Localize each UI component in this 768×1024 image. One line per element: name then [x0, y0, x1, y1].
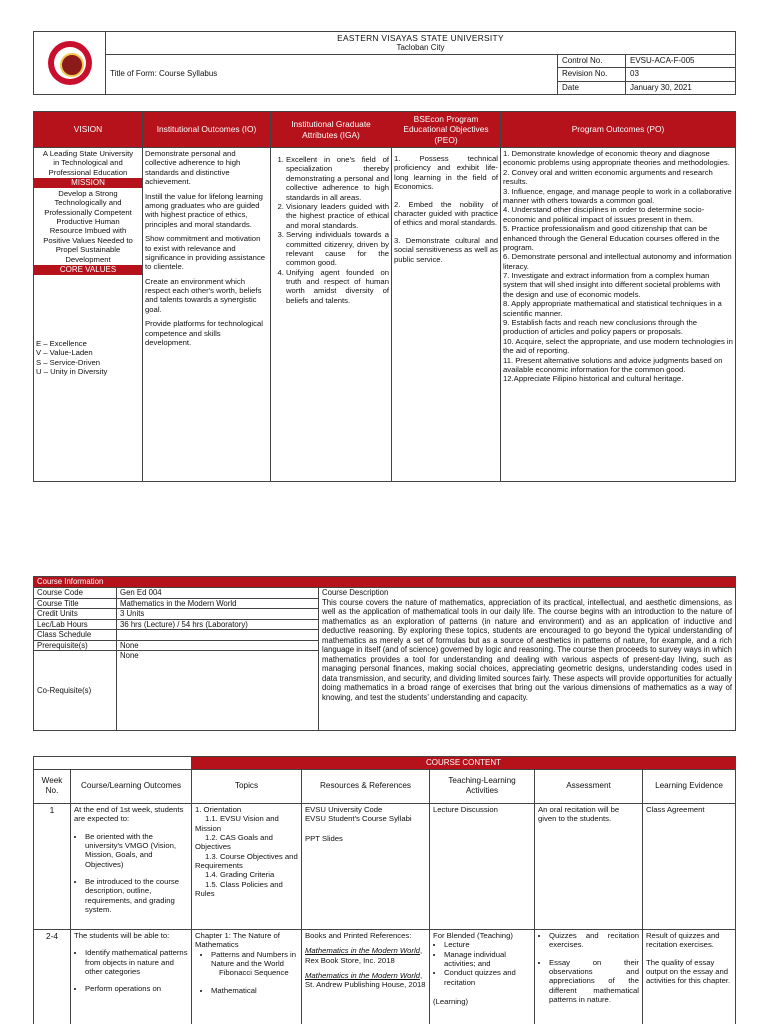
course-title-value: Mathematics in the Modern World	[117, 598, 319, 609]
table-row	[34, 929, 736, 1024]
activity-intro: For Blended (Teaching)	[433, 930, 513, 940]
mission-label: MISSION	[34, 178, 142, 188]
topic-item: • Patterns and Numbers in Nature and the World	[211, 950, 298, 969]
mission-text: Develop a Strong Technologically and Professionally Competent Productive Human Resource Imbued with Positive Values Needed to Propel Sustainable Development	[43, 188, 133, 264]
evidence-item: The quality of essay output on the essay and activities for this chapter.	[646, 957, 731, 986]
book-publisher: , Rex Book Store, Inc. 2018	[305, 946, 423, 965]
io-item: Demonstrate personal and collective adherence to high standards and distinctive achievement.	[145, 149, 241, 187]
core-value: V – Value-Laden	[36, 348, 93, 358]
peo-header: BSEcon Program Educational Objectives (PEO)	[392, 112, 501, 148]
iga-item: 1. Excellent in one's field of specialization thereby demonstrating a personal and collective adherence to high standards in all areas.	[286, 155, 389, 202]
assessment-header: Assessment	[535, 769, 643, 803]
vmgo-table	[33, 111, 736, 482]
assessment-item: • Quizzes and recitation exercises.	[549, 931, 639, 950]
outcomes-cell	[71, 929, 192, 1024]
evidence-item: Result of quizzes and recitation exercises.	[646, 930, 720, 950]
control-no-label: Control No.	[558, 54, 626, 67]
outcome-intro: At the end of 1st week, students are expected to:	[74, 804, 184, 824]
po-item: 8. Apply appropriate mathematical and statistical techniques in a scientific manner.	[503, 299, 722, 318]
iga-header: Institutional Graduate Attributes (IGA)	[271, 112, 392, 148]
activity-learning: (Learning)	[433, 997, 469, 1007]
resources-cell	[302, 803, 430, 929]
topic-item: 1.1. EVSU Vision and Mission	[195, 814, 279, 833]
iga-item: 2. Visionary leaders guided with the highest practice of ethical and moral standards.	[286, 202, 389, 230]
table-row	[34, 803, 736, 929]
po-item: 3. Influence, engage, and manage people to work in a collaborative manner with others towards a common goal.	[503, 186, 732, 205]
assessment-cell	[535, 929, 643, 1024]
core-value: E – Excellence	[36, 338, 87, 348]
course-description-label: Course Description	[322, 588, 389, 597]
resource-item	[305, 946, 426, 965]
credit-units-label: Credit Units	[34, 609, 117, 620]
resource-intro: Books and Printed References:	[305, 930, 412, 940]
activity-item: • Lecture	[444, 940, 531, 949]
form-title: Title of Form: Course Syllabus	[106, 54, 558, 94]
iga-cell	[271, 148, 392, 482]
course-code-label: Course Code	[34, 588, 117, 599]
resources-header: Resources & References	[302, 769, 430, 803]
po-item: 6. Demonstrate personal and intellectual autonomy and information literacy.	[503, 252, 732, 271]
evidence-cell	[643, 929, 736, 1024]
revision-no-value: 03	[626, 68, 736, 81]
activity-item: • Manage individual activities; and	[444, 950, 531, 969]
iga-item: 3. Serving individuals towards a committed citizenry, driven by relevant cause for the common good.	[286, 230, 389, 268]
course-information-title: Course Information	[34, 577, 736, 588]
topics-header: Topics	[192, 769, 302, 803]
credit-units-value: 3 Units	[117, 609, 319, 620]
resource-item: PPT Slides	[305, 833, 343, 843]
prerequisite-value: None	[117, 640, 319, 651]
resource-item: EVSU University Code	[305, 804, 383, 814]
core-value: S – Service-Driven	[36, 357, 101, 367]
peo-item: 2. Embed the nobility of character guided with practice of ethics and moral standards.	[394, 199, 498, 228]
io-item: Instill the value for lifelong learning among graduates who are guided with highest practice of ethics, principles and moral standards.	[145, 191, 263, 229]
vision-header: VISION	[34, 112, 143, 148]
peo-item: 3. Demonstrate cultural and social sensitiveness as well as public service.	[394, 235, 498, 264]
week-cell: 2-4	[34, 929, 71, 1024]
po-item: 1. Demonstrate knowledge of economic theory and diagnose economic problems using appropriate theories and methodologies.	[503, 149, 730, 168]
po-item: 4. Understand other disciplines in order to determine socio-economic and political impact of issues present in them.	[503, 205, 705, 224]
week-cell: 1	[34, 803, 71, 929]
outcomes-cell	[71, 803, 192, 929]
io-item: Show commitment and motivation to exist with relevance and significance in providing assistance to clientele.	[145, 234, 266, 272]
po-item: 9. Establish facts and reach new conclusions through the production of articles and policy papers or proposals.	[503, 318, 698, 337]
date-value: January 30, 2021	[626, 81, 736, 94]
content-title-spacer	[34, 757, 192, 770]
po-cell	[501, 148, 736, 482]
prerequisite-label: Prerequisite(s)	[34, 640, 117, 651]
university-seal-cell	[34, 32, 106, 95]
activities-header: Teaching-Learning Activities	[430, 769, 535, 803]
topic-item: • Mathematical	[211, 986, 298, 995]
outcome-intro: The students will be able to:	[74, 930, 170, 940]
activities-cell: Lecture Discussion	[430, 803, 535, 929]
topic-item: Fibonacci Sequence	[219, 968, 289, 978]
core-values-list	[36, 339, 140, 377]
vision-cell	[34, 148, 143, 482]
lec-lab-hours-value: 36 hrs (Lecture) / 54 hrs (Laboratory)	[117, 619, 319, 630]
topic-item: 1.2. CAS Goals and Objectives	[195, 832, 273, 852]
activity-item: • Conduct quizzes and recitation	[444, 968, 531, 987]
peo-cell	[392, 148, 501, 482]
topics-cell	[192, 929, 302, 1024]
po-item: 7. Investigate and extract information from a complex human system that will shed insight into different societal problems with the design and use of economic models.	[503, 271, 721, 299]
topic-item: 1.3. Course Objectives and Requirements	[195, 851, 298, 871]
po-item: 5. Practice professionalism and good citizenship that can be enhanced through the General Education courses offered in the program.	[503, 224, 720, 252]
po-header: Program Outcomes (PO)	[501, 112, 736, 148]
assessment-cell: An oral recitation will be given to the students.	[535, 803, 643, 929]
io-item: Provide platforms for technological competence and skills development.	[145, 319, 263, 348]
control-no-value: EVSU-ACA-F-005	[626, 54, 736, 67]
core-values-label: CORE VALUES	[34, 265, 142, 275]
revision-no-label: Revision No.	[558, 68, 626, 81]
evidence-cell: Class Agreement	[643, 803, 736, 929]
corequisite-label: Co-Requisite(s)	[34, 651, 117, 731]
course-content-table	[33, 756, 736, 1024]
io-item: Create an environment which respect each other's worth, beliefs and talents towards a synergistic goal.	[145, 276, 262, 314]
university-name: EASTERN VISAYAS STATE UNIVERSITY Tacloban City	[106, 32, 736, 55]
outcome-item: • Be oriented with the university's VMGO (Vision, Mission, Goals, and Objectives)	[85, 832, 188, 870]
book-title: Mathematics in the Modern World	[305, 970, 420, 980]
book-title: Mathematics in the Modern World	[305, 946, 420, 956]
course-title-label: Course Title	[34, 598, 117, 609]
topic-item: 1.4. Grading Criteria	[205, 870, 275, 880]
book-publisher: , St. Andrew Publishing House, 2018	[305, 970, 426, 990]
course-description-cell	[319, 588, 736, 731]
vision-text: A Leading State University in Technological and Professional Education	[42, 149, 134, 177]
resources-cell	[302, 929, 430, 1024]
po-item: 2. Convey oral and written economic arguments and research results.	[503, 167, 713, 187]
topics-cell	[192, 803, 302, 929]
university-seal-icon	[48, 41, 92, 85]
po-item: 11. Present alternative solutions and advice judgments based on available economic information for the common good.	[503, 355, 723, 374]
course-information-table	[33, 576, 736, 731]
assessment-item: • Essay on their observations and appreciations of the different mathematical patterns in nature.	[549, 958, 639, 1005]
date-label: Date	[558, 81, 626, 94]
resource-item: EVSU Student's Course Syllabi	[305, 814, 412, 824]
class-schedule-value	[117, 630, 319, 641]
resource-item	[305, 971, 426, 990]
topic-item: 1. Orientation	[195, 804, 242, 814]
form-header	[33, 31, 736, 95]
week-header: Week No.	[34, 769, 71, 803]
topic-chapter: Chapter 1: The Nature of Mathematics	[195, 930, 280, 950]
course-content-title: COURSE CONTENT	[192, 757, 736, 770]
io-cell	[143, 148, 271, 482]
outcomes-header: Course/Learning Outcomes	[71, 769, 192, 803]
course-description-text: This course covers the nature of mathematics, appreciation of its practical, intellectual, and aesthetic dimensions, as well as the application of mathematical tools in our daily life. The course begins with an introduction to the nature of mathematics as an exploration of patterns (in nature and environment) and as an application of inductive and deductive reasoning. By exploring these topics, students are encouraged to go beyond the typical understanding of mathematics as merely a set of formulas but as a source of aesthetics in patterns of nature, for example, and a rich language in itself (and of science) governed by logic and reasoning. The course then proceeds to survey ways in which mathematics provides a tool for understanding and dealing with various aspects of present-day living, such as managing personal finances, making social choices, appreciating geometric designs, understanding codes used in data transmission, and security, and dividing limited sources fairly. These aspects will provide opportunities for actually doing mathematics in a broad range of exercises that bring out the various dimensions of mathematics as a way of knowing, and test the students' understanding and capacity.	[322, 597, 732, 702]
activities-cell	[430, 929, 535, 1024]
outcome-item: • Perform operations on	[85, 984, 188, 993]
po-item: 10. Acquire, select the appropriate, and use modern technologies in the aid of reporting.	[503, 336, 733, 356]
peo-item: 1. Possess technical proficiency and exhibit life-long learning in the field of Economics.	[394, 154, 498, 192]
evidence-header: Learning Evidence	[643, 769, 736, 803]
outcome-item: • Be introduced to the course description, outline, requirements, and grading system.	[85, 877, 188, 915]
io-header: Institutional Outcomes (IO)	[143, 112, 271, 148]
lec-lab-hours-label: Lec/Lab Hours	[34, 619, 117, 630]
po-item: 12.Appreciate Filipino historical and cultural heritage.	[503, 374, 684, 384]
class-schedule-label: Class Schedule	[34, 630, 117, 641]
topic-item: 1.5. Class Policies and Rules	[195, 879, 283, 899]
core-value: U – Unity in Diversity	[36, 366, 108, 376]
iga-item: 4. Unifying agent founded on truth and respect of human worth amidst diversity of beliefs and talents.	[286, 268, 389, 306]
outcome-item: • Identify mathematical patterns from objects in nature and other categories	[85, 948, 188, 976]
corequisite-value: None	[117, 651, 319, 731]
course-code-value: Gen Ed 004	[117, 588, 319, 599]
